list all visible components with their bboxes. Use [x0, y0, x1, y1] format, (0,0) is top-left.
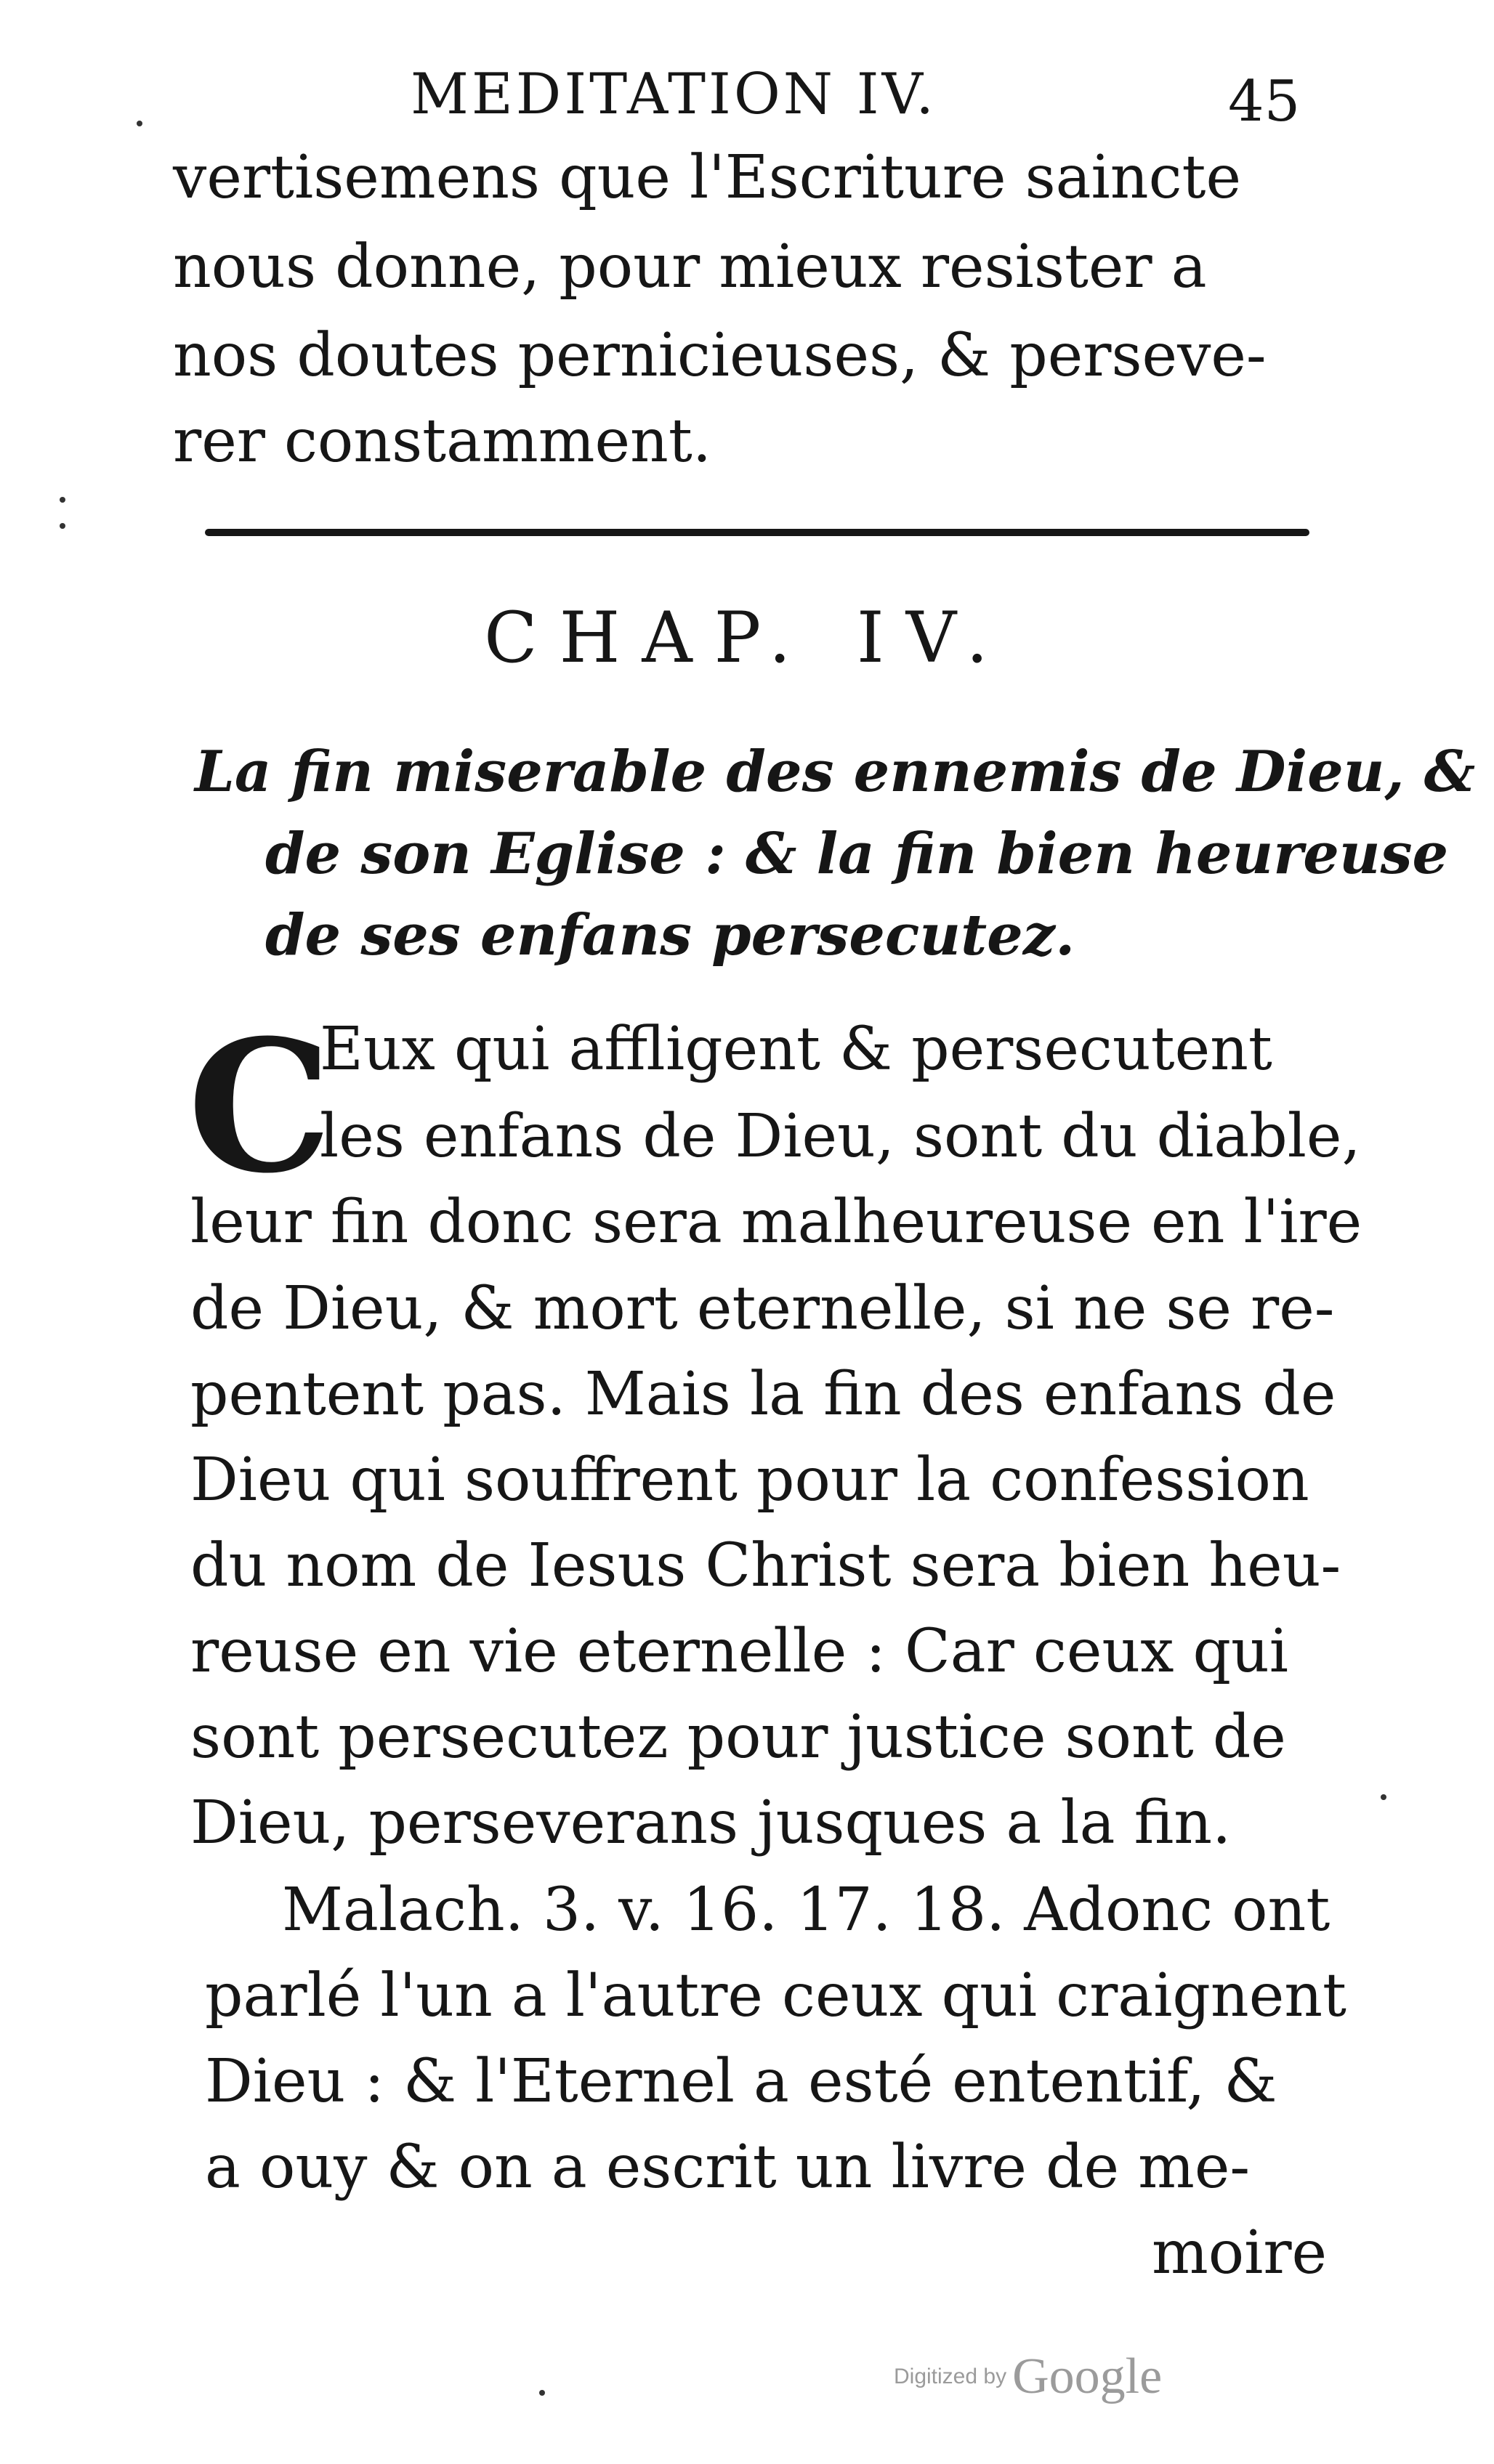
text-line: Dieu, perseverans jusques a la fin. — [190, 1788, 1232, 1857]
text-line: nos doutes pernicieuses, & perseve- — [173, 321, 1267, 390]
text-line: vertisemens que l'Escriture saincte — [173, 143, 1241, 212]
text-line: sont persecutez pour justice sont de — [190, 1703, 1286, 1772]
text-line: reuse en vie eternelle : Car ceux qui — [190, 1617, 1289, 1686]
drop-cap: C — [187, 1000, 332, 1213]
text-line: a ouy & on a escrit un livre de me- — [205, 2133, 1251, 2202]
ink-speck — [137, 121, 142, 126]
catchword: moire — [1152, 2218, 1328, 2287]
ink-speck — [60, 497, 65, 503]
chapter-summary-line: La fin miserable des ennemis de Dieu, & — [195, 739, 1476, 805]
text-line: rer constamment. — [173, 407, 711, 476]
watermark-prefix: Digitized by — [894, 2364, 1007, 2388]
text-line: Dieu : & l'Eternel a esté ententif, & — [205, 2047, 1277, 2116]
section-divider — [205, 529, 1309, 536]
text-line: nous donne, pour mieux resister a — [173, 232, 1207, 301]
text-line: les enfans de Dieu, sont du diable, — [320, 1102, 1361, 1171]
ink-speck — [1381, 1794, 1386, 1800]
running-title: MEDITATION IV. — [411, 62, 937, 127]
chapter-summary-line: de ses enfans persecutez. — [265, 902, 1075, 968]
watermark-brand: Google — [1012, 2348, 1163, 2404]
text-line: du nom de Iesus Christ sera bien heu- — [190, 1531, 1341, 1600]
chapter-heading: CHAP. IV. — [484, 597, 1010, 678]
text-line: Malach. 3. v. 16. 17. 18. Adonc ont — [282, 1876, 1331, 1945]
ink-speck — [539, 2390, 545, 2396]
text-line: parlé l'un a l'autre ceux qui craignent — [205, 1961, 1347, 2030]
text-line: leur fin donc sera malheureuse en l'ire — [190, 1188, 1362, 1257]
text-line: Eux qui affligent & persecutent — [320, 1015, 1272, 1084]
chapter-summary-line: de son Eglise : & la fin bien heureuse — [265, 821, 1449, 887]
text-line: de Dieu, & mort eternelle, si ne se re- — [190, 1274, 1335, 1343]
digitized-by-google-watermark — [894, 2348, 1162, 2406]
page-number: 45 — [1228, 69, 1301, 134]
ink-speck — [60, 523, 65, 529]
text-line: pentent pas. Mais la fin des enfans de — [190, 1360, 1336, 1429]
text-line: Dieu qui souffrent pour la confession — [190, 1446, 1309, 1515]
